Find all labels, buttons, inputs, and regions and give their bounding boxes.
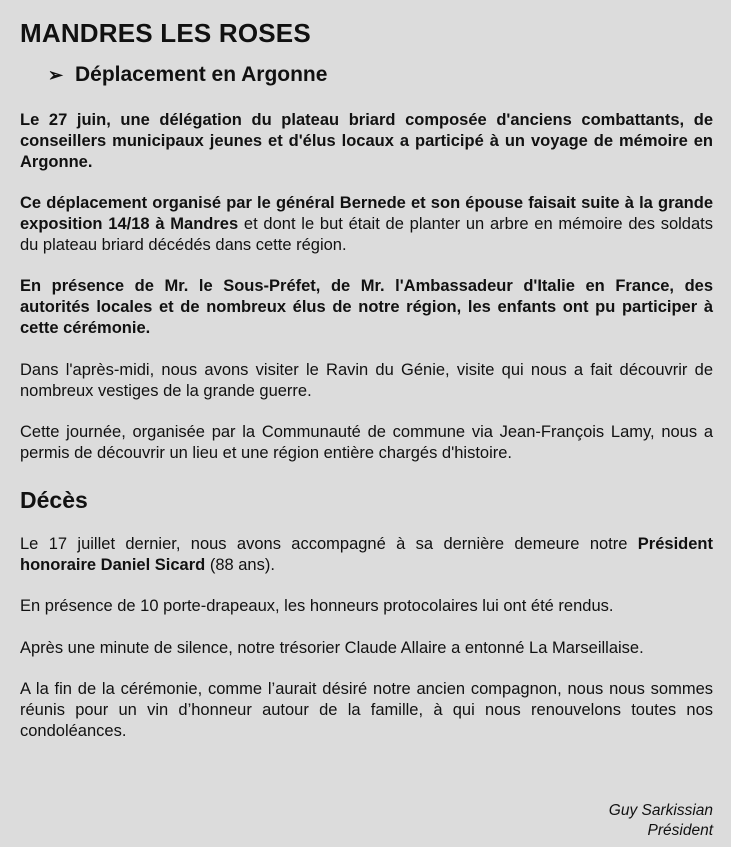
paragraph-deplacement-bold: Ce déplacement organisé par le général Bernede et son épouse faisait suite à la grande exposition 14/18 à Mandres xyxy=(20,194,713,233)
deces-age: (88 ans). xyxy=(205,556,275,574)
signature-name: Guy Sarkissian xyxy=(608,802,713,819)
paragraph-journee: Cette journée, organisée par la Communauté de commune via Jean-François Lamy, nous a permis de découvrir un lieu et une région entière chargés d'histoire. xyxy=(20,423,713,462)
deces-president-name: Président honoraire Daniel Sicard xyxy=(20,535,713,574)
section-heading-argonne xyxy=(48,62,713,88)
paragraph-deplacement xyxy=(20,193,713,256)
signature-block xyxy=(609,801,713,841)
paragraph-apres-midi: Dans l'après-midi, nous avons visiter le Ravin du Génie, visite qui nous a fait découvrir de nombreux vestiges de la grande guerre. xyxy=(20,361,713,400)
paragraph-delegation: Le 27 juin, une délégation du plateau briard composée d'anciens combattants, de conseillers municipaux jeunes et d'élus locaux a participé à un voyage de mémoire en Argonne. xyxy=(20,111,713,171)
page-title: MANDRES LES ROSES xyxy=(20,18,311,48)
deces-intro-text: Le 17 juillet dernier, nous avons accompagné à sa dernière demeure notre xyxy=(20,535,638,553)
paragraph-porte-drapeaux: En présence de 10 porte-drapeaux, les honneurs protocolaires lui ont été rendus. xyxy=(20,597,614,615)
paragraph-silence: Après une minute de silence, notre trésorier Claude Allaire a entonné La Marseillaise. xyxy=(20,639,644,657)
signature-role: Président xyxy=(647,822,713,839)
paragraph-presence: En présence de Mr. le Sous-Préfet, de Mr. l'Ambassadeur d'Italie en France, des autorités locales et de nombreux élus de notre région, les enfants ont pu participer à cette cérémonie. xyxy=(20,277,713,337)
paragraph-deces-intro xyxy=(20,534,713,576)
paragraph-deplacement-rest: et dont le but était de planter un arbre en mémoire des soldats du plateau briard décédés dans cette région. xyxy=(20,215,713,254)
arrow-bullet-icon: ➢ xyxy=(48,65,64,85)
section-heading-deces: Décès xyxy=(20,487,88,513)
paragraph-ceremonie: A la fin de la cérémonie, comme l’aurait désiré notre ancien compagnon, nous nous sommes réunis pour un vin d’honneur autour de la famille, à qui nous renouvelons toutes nos condoléances. xyxy=(20,680,713,740)
section-heading-text: Déplacement en Argonne xyxy=(75,63,328,86)
